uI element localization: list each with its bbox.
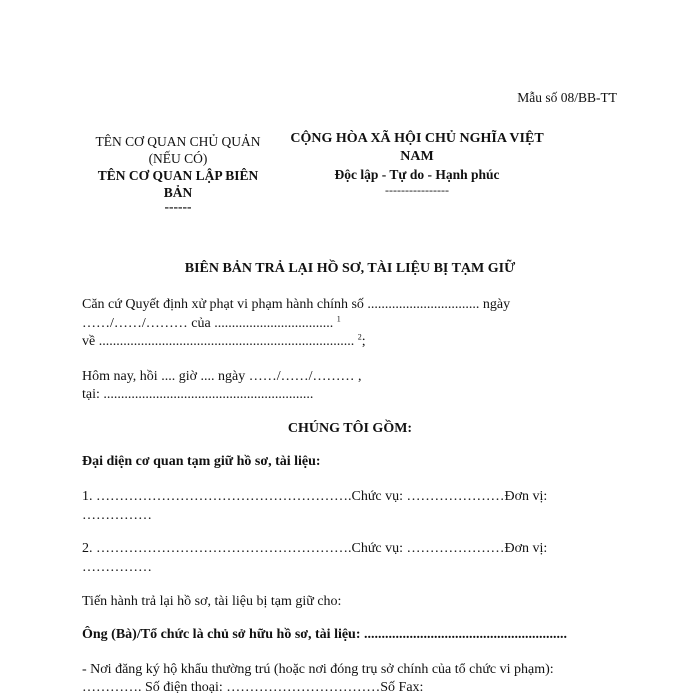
owner-line xyxy=(82,627,567,643)
left-header-separator: ------ xyxy=(164,199,192,214)
today-line-1: Hôm nay, hồi .... giờ .... ngày ……/……/……… , xyxy=(82,369,362,384)
basis-line-3 xyxy=(82,334,366,350)
right-header-separator: ---------------- xyxy=(385,183,449,197)
owner-dots: .......................................................... xyxy=(360,627,568,642)
representative-2-line-1: 2. ……………………………………………….Chức vụ: …………………Đơn vị: xyxy=(82,541,548,556)
nation-title: CỘNG HÒA XÃ HỘI CHỦ NGHĨA VIỆT NAM xyxy=(290,131,544,164)
today-line-2: tại: ............................................................ xyxy=(82,387,314,402)
form-code: Mẫu số 08/BB-TT xyxy=(517,90,617,105)
basis-line-3-text: về ......................................................................... xyxy=(82,334,355,349)
agency-line: TÊN CƠ QUAN CHỦ QUẢN xyxy=(95,134,261,149)
residence-line-1: - Nơi đăng ký hộ khẩu thường trú (hoặc nơi đóng trụ sở chính của tổ chức vi phạm): xyxy=(82,662,554,677)
footnote-2: 2 xyxy=(357,332,362,342)
agency-note: (NẾU CÓ) xyxy=(148,151,208,166)
right-header xyxy=(286,130,548,196)
residence-line-2: …………. Số điện thoại: ……………………………Số Fax: xyxy=(82,680,424,695)
representative-heading: Đại diện cơ quan tạm giữ hồ sơ, tài liệu: xyxy=(82,454,321,469)
basis-line-2 xyxy=(82,316,341,332)
representative-1-line-2: …………… xyxy=(82,508,152,523)
owner-label: Ông (Bà)/Tổ chức là chủ sở hữu hồ sơ, tài liệu: xyxy=(82,627,361,642)
document-title: BIÊN BẢN TRẢ LẠI HỒ SƠ, TÀI LIỆU BỊ TẠM GIỮ xyxy=(184,261,516,276)
issuing-agency: TÊN CƠ QUAN LẬP BIÊN BẢN xyxy=(97,168,259,200)
representative-2-line-2: …………… xyxy=(82,560,152,575)
return-statement: Tiến hành trả lại hồ sơ, tài liệu bị tạm giữ cho: xyxy=(82,594,342,609)
representative-1-line-1: 1. ……………………………………………….Chức vụ: …………………Đơn vị: xyxy=(82,489,548,504)
footnote-1: 1 xyxy=(336,314,341,324)
nation-motto: Độc lập - Tự do - Hạnh phúc xyxy=(334,167,500,182)
basis-line-3-end: ; xyxy=(361,334,366,349)
left-header xyxy=(60,133,296,213)
section-heading: CHÚNG TÔI GỒM: xyxy=(287,421,413,436)
basis-line-2-text: ……/……/……… của .................................. xyxy=(82,316,334,331)
basis-line-1: Căn cứ Quyết định xử phạt vi phạm hành chính số ................................ ngày xyxy=(82,297,511,312)
